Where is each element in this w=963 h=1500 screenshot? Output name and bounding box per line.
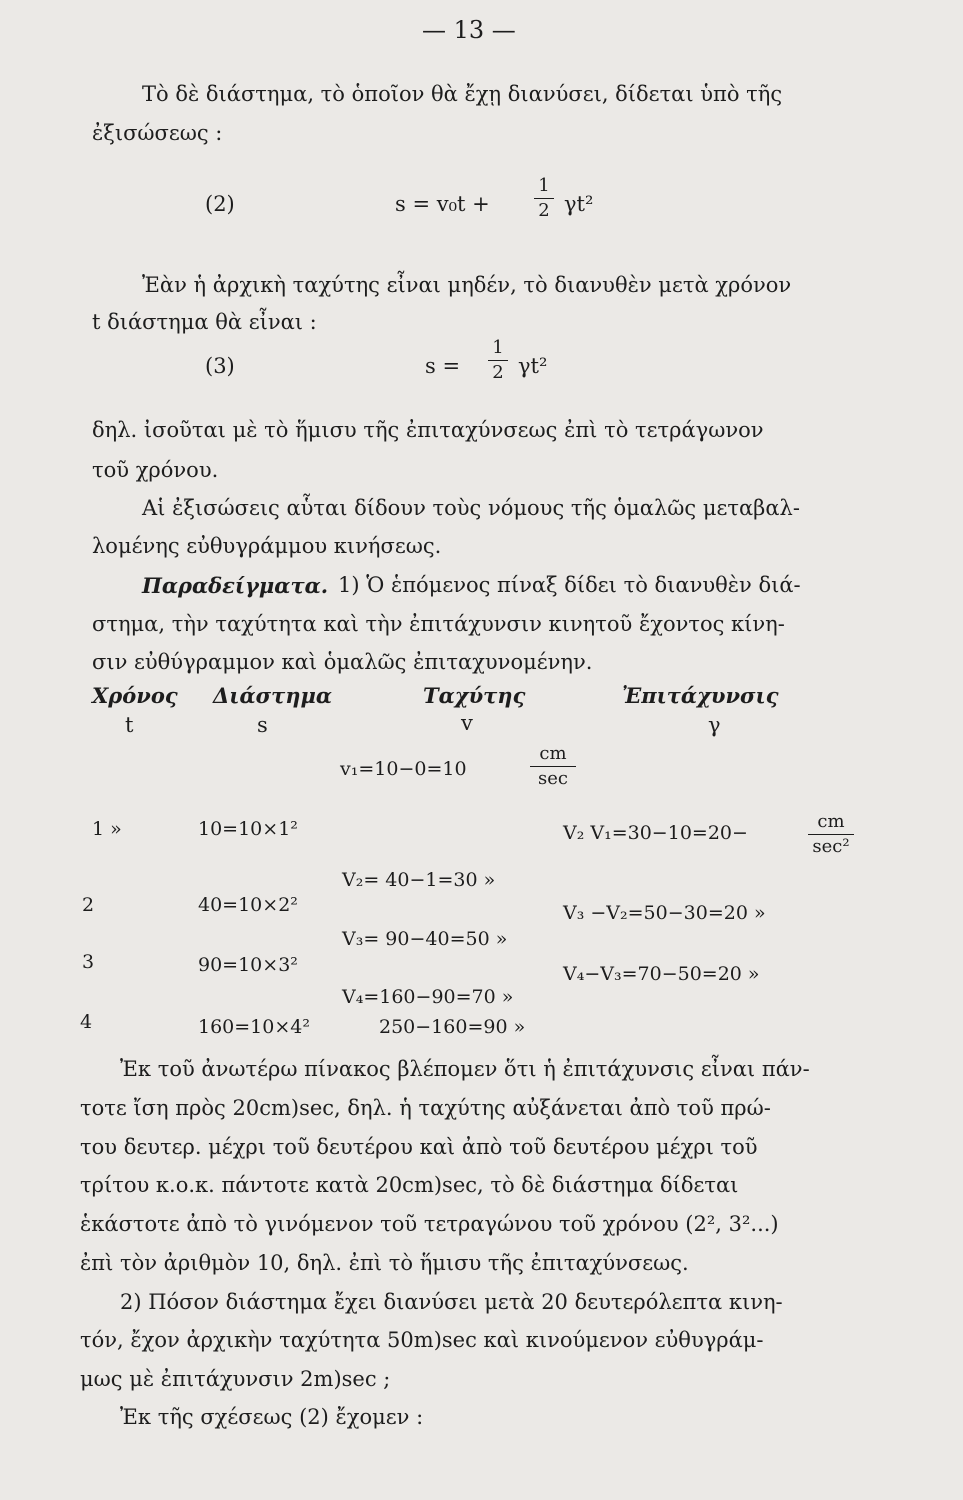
equation-3-label: (3)	[205, 354, 235, 378]
para4-line1: Αἱ ἐξισώσεις αὗται δίδουν τοὺς νόμους τῆς ὁμαλῶς μεταβαλ-	[142, 496, 800, 520]
table-header-distance: Διάστημα	[213, 683, 333, 708]
equation-2-numerator: 1	[538, 175, 550, 196]
para6-line3: μως μὲ ἐπιτάχυνσιν 2m)sec ;	[80, 1367, 391, 1391]
v1-unit-numerator: cm	[539, 743, 567, 764]
row-3-time: 3	[82, 951, 95, 973]
examples-line1: 1) Ὁ ἑπόμενος πίναξ δίδει τὸ διανυθὲν διά-	[338, 573, 801, 597]
para2-line1: Ἐὰν ἡ ἀρχικὴ ταχύτης εἶναι μηδέν, τὸ διανυθὲν μετὰ χρόνον	[142, 273, 792, 297]
equation-2-label: (2)	[205, 192, 235, 216]
equation-2-rhs: γt²	[564, 192, 594, 216]
accel-unit-numerator: cm	[817, 811, 845, 832]
para1-line1: Τὸ δὲ διάστημα, τὸ ὁποῖον θὰ ἔχῃ διανύσει, δίδεται ὑπὸ τῆς	[142, 82, 783, 106]
equation-2-denominator: 2	[538, 199, 550, 221]
equation-3-lhs: s =	[425, 354, 461, 378]
page-number: — 13 —	[422, 16, 516, 44]
examples-heading: Παραδείγματα.	[142, 573, 329, 598]
equation-3-numerator: 1	[492, 337, 504, 358]
v1-expression: v₁=10−0=10	[340, 758, 467, 780]
symbol-v: v	[461, 711, 473, 735]
table-header-time: Χρόνος	[92, 683, 178, 708]
velocity-row-4: V₄=160−90=70 »	[342, 986, 514, 1008]
velocity-row-2: V₂= 40−1=30 »	[342, 869, 496, 891]
equation-2-lhs: s = v₀t +	[395, 192, 490, 216]
para2-line2: t διάστημα θὰ εἶναι :	[92, 310, 317, 334]
row-1-distance: 10=10×1²	[198, 818, 298, 840]
row-2-distance: 40=10×2²	[198, 894, 298, 916]
accel-unit-denominator: sec²	[812, 835, 850, 857]
symbol-s: s	[257, 713, 268, 737]
velocity-row-3: V₃= 90−40=50 »	[342, 928, 508, 950]
para3-line1: δηλ. ἰσοῦται μὲ τὸ ἥμισυ τῆς ἐπιταχύνσεως ἐπὶ τὸ τετράγωνον	[92, 418, 764, 442]
para5-line1: Ἐκ τοῦ ἀνωτέρω πίνακος βλέπομεν ὅτι ἡ ἐπιτάχυνσις εἶναι πάν-	[120, 1057, 810, 1081]
symbol-gamma: γ	[708, 713, 721, 737]
para6-line2: τόν, ἔχον ἀρχικὴν ταχύτητα 50m)sec καὶ κινούμενον εὐθυγράμ-	[80, 1328, 764, 1352]
para5-line4: τρίτου κ.ο.κ. πάντοτε κατὰ 20cm)sec, τὸ δὲ διάστημα δίδεται	[80, 1173, 739, 1197]
v1-unit-fraction	[530, 744, 576, 789]
accel-row-3: V₄−V₃=70−50=20 »	[563, 963, 760, 985]
table-header-acceleration: Ἐπιτάχυνσις	[622, 683, 779, 708]
para6-line4: Ἐκ τῆς σχέσεως (2) ἔχομεν :	[120, 1405, 424, 1429]
examples-line3: σιν εὐθύγραμμον καὶ ὁμαλῶς ἐπιταχυνομένην.	[92, 650, 593, 674]
para5-line5: ἑκάστοτε ἀπὸ τὸ γινόμενον τοῦ τετραγώνου τοῦ χρόνου (2², 3²...)	[80, 1212, 779, 1236]
accel-row-1: V₂ V₁=30−10=20−	[563, 822, 748, 844]
equation-3-denominator: 2	[492, 361, 504, 383]
para4-line2: λομένης εὐθυγράμμου κινήσεως.	[92, 534, 442, 558]
velocity-row-5: 250−160=90 »	[379, 1016, 526, 1038]
accel-row-2: V₃ −V₂=50−30=20 »	[563, 902, 766, 924]
para6-line1: 2) Πόσον διάστημα ἔχει διανύσει μετὰ 20 δευτερόλεπτα κινη-	[120, 1290, 783, 1314]
equation-3-rhs: γt²	[518, 354, 548, 378]
para5-line3: του δευτερ. μέχρι τοῦ δευτέρου καὶ ἀπὸ τοῦ δευτέρου μέχρι τοῦ	[80, 1135, 758, 1159]
para5-line2: τοτε ἴση πρὸς 20cm)sec, δηλ. ἡ ταχύτης αὐξάνεται ἀπὸ τοῦ πρώ-	[80, 1096, 771, 1120]
row-3-distance: 90=10×3²	[198, 954, 298, 976]
para5-line6: ἐπὶ τὸν ἀριθμὸν 10, δηλ. ἐπὶ τὸ ἥμισυ τῆς ἐπιταχύνσεως.	[80, 1251, 689, 1275]
row-1-time: 1 »	[92, 818, 122, 840]
equation-2-fraction	[534, 176, 554, 221]
examples-line2: στημα, τὴν ταχύτητα καὶ τὴν ἐπιτάχυνσιν κινητοῦ ἔχοντος κίνη-	[92, 612, 785, 636]
row-4-distance: 160=10×4²	[198, 1016, 310, 1038]
row-4-time: 4	[80, 1011, 93, 1033]
accel-unit-fraction	[808, 812, 854, 857]
row-2-time: 2	[82, 894, 95, 916]
para1-line2: ἐξισώσεως :	[92, 121, 223, 145]
equation-3-fraction	[488, 338, 508, 383]
symbol-t: t	[125, 713, 134, 737]
para3-line2: τοῦ χρόνου.	[92, 458, 219, 482]
v1-unit-denominator: sec	[538, 767, 568, 789]
table-header-velocity: Ταχύτης	[423, 683, 526, 708]
